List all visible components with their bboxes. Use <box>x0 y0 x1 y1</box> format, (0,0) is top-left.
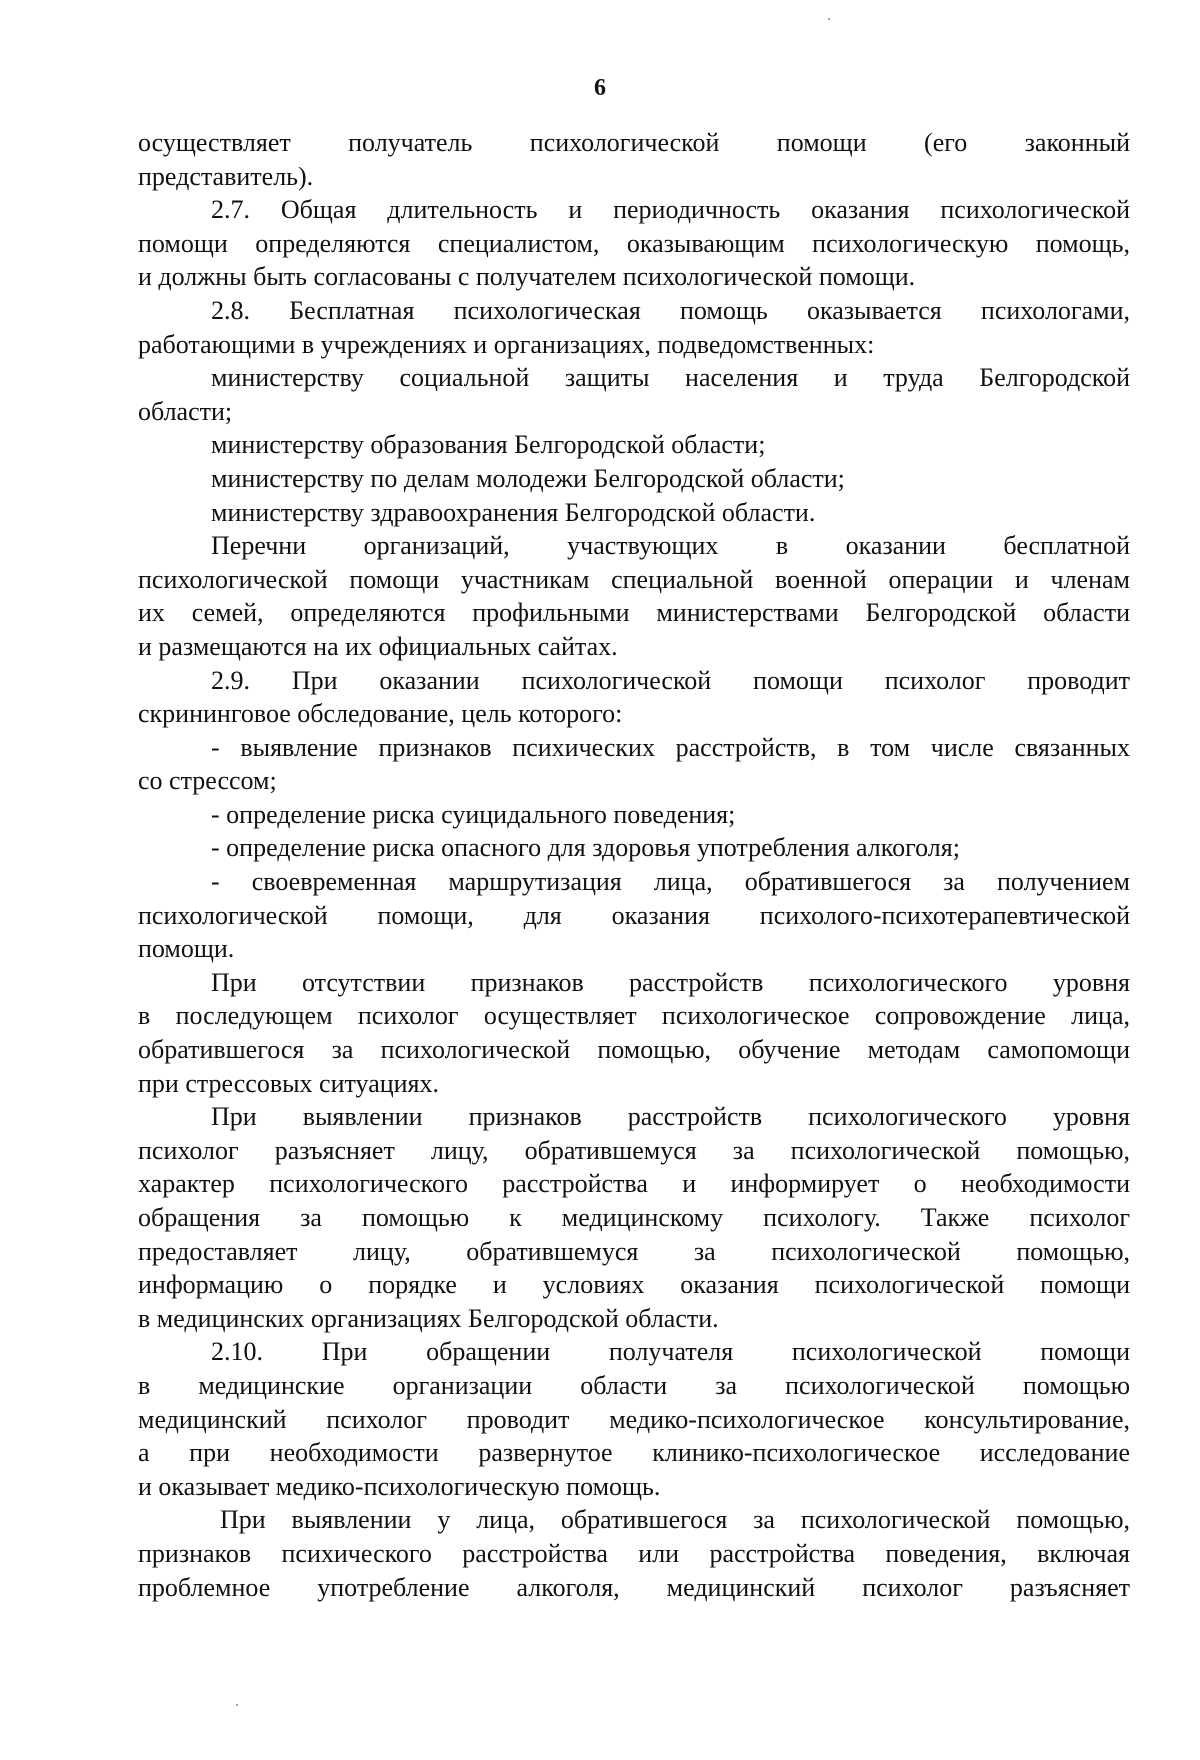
page-number: 6 <box>594 75 606 101</box>
text-line: - своевременная маршрутизация лица, обратившегося за получением <box>211 867 1130 897</box>
text-line: медицинский психолог проводит медико-психологическое консультирование, <box>138 1404 1130 1434</box>
text-line: Перечни организаций, участвующих в оказании бесплатной <box>211 531 1130 561</box>
text-line: 2.10. При обращении получателя психологической помощи <box>211 1337 1130 1367</box>
text-line: в последующем психолог осуществляет психологическое сопровождение лица, <box>138 1001 1130 1031</box>
text-line: представитель). <box>138 161 314 191</box>
text-line: 2.7. Общая длительность и периодичность оказания психологической <box>211 195 1130 225</box>
text-line: обращения за помощью к медицинскому психологу. Также психолог <box>138 1203 1130 1232</box>
scan-speck <box>236 1704 238 1706</box>
text-line: при стрессовых ситуациях. <box>138 1068 440 1098</box>
text-line: области; <box>138 396 233 426</box>
text-line: помощи. <box>138 934 235 964</box>
text-line: министерству по делам молодежи Белгородской области; <box>211 463 845 493</box>
text-line: 2.8. Бесплатная психологическая помощь оказывается психологами, <box>211 295 1130 325</box>
text-line: признаков психического расстройства или расстройства поведения, включая <box>138 1538 1130 1568</box>
text-line: министерству социальной защиты населения и труда Белгородской <box>211 363 1130 393</box>
text-line: их семей, определяются профильными министерствами Белгородской области <box>138 598 1130 628</box>
scan-speck <box>828 18 830 20</box>
text-line: психолог разъясняет лицу, обратившемуся за психологической помощью, <box>138 1135 1130 1165</box>
body-text <box>138 126 1130 1604</box>
text-line: и размещаются на их официальных сайтах. <box>138 631 618 661</box>
text-line: министерству образования Белгородской области; <box>211 430 766 460</box>
text-line: проблемное употребление алкоголя, медицинский психолог разъясняет <box>138 1572 1130 1602</box>
text-line: а при необходимости развернутое клинико-психологическое исследование <box>138 1438 1130 1468</box>
text-line: обратившегося за психологической помощью, обучение методам самопомощи <box>138 1035 1130 1065</box>
text-line: работающими в учреждениях и организациях, подведомственных: <box>138 329 875 359</box>
text-line: психологической помощи, для оказания психолого-психотерапевтической <box>138 900 1130 930</box>
text-line: При выявлении у лица, обратившегося за психологической помощью, <box>220 1505 1130 1535</box>
text-line: При отсутствии признаков расстройств психологического уровня <box>211 967 1130 997</box>
text-line: характер психологического расстройства и информирует о необходимости <box>138 1169 1130 1199</box>
text-line: осуществляет получатель психологической помощи (его законный <box>138 128 1130 157</box>
text-line: При выявлении признаков расстройств психологического уровня <box>211 1102 1130 1132</box>
text-line: 2.9. При оказании психологической помощи психолог проводит <box>211 665 1130 695</box>
text-line: психологической помощи участникам специальной военной операции и членам <box>138 564 1130 594</box>
text-line: помощи определяются специалистом, оказывающим психологическую помощь, <box>138 228 1130 258</box>
text-line: - выявление признаков психических расстройств, в том числе связанных <box>211 732 1130 762</box>
text-line: и оказывает медико-психологическую помощь. <box>138 1471 661 1501</box>
text-line: информацию о порядке и условиях оказания психологической помощи <box>138 1270 1130 1300</box>
text-line: - определение риска опасного для здоровья употребления алкоголя; <box>211 833 960 863</box>
text-line: - определение риска суицидального поведения; <box>211 799 736 829</box>
text-line: и должны быть согласованы с получателем психологической помощи. <box>138 262 916 292</box>
text-line: предоставляет лицу, обратившемуся за психологической помощью, <box>138 1236 1130 1266</box>
text-line: со стрессом; <box>138 766 277 796</box>
text-line: министерству здравоохранения Белгородской области. <box>211 497 816 527</box>
text-line: скрининговое обследование, цель которого: <box>138 699 623 729</box>
text-line: в медицинских организациях Белгородской области. <box>138 1303 719 1333</box>
text-line: в медицинские организации области за психологической помощью <box>138 1370 1130 1400</box>
